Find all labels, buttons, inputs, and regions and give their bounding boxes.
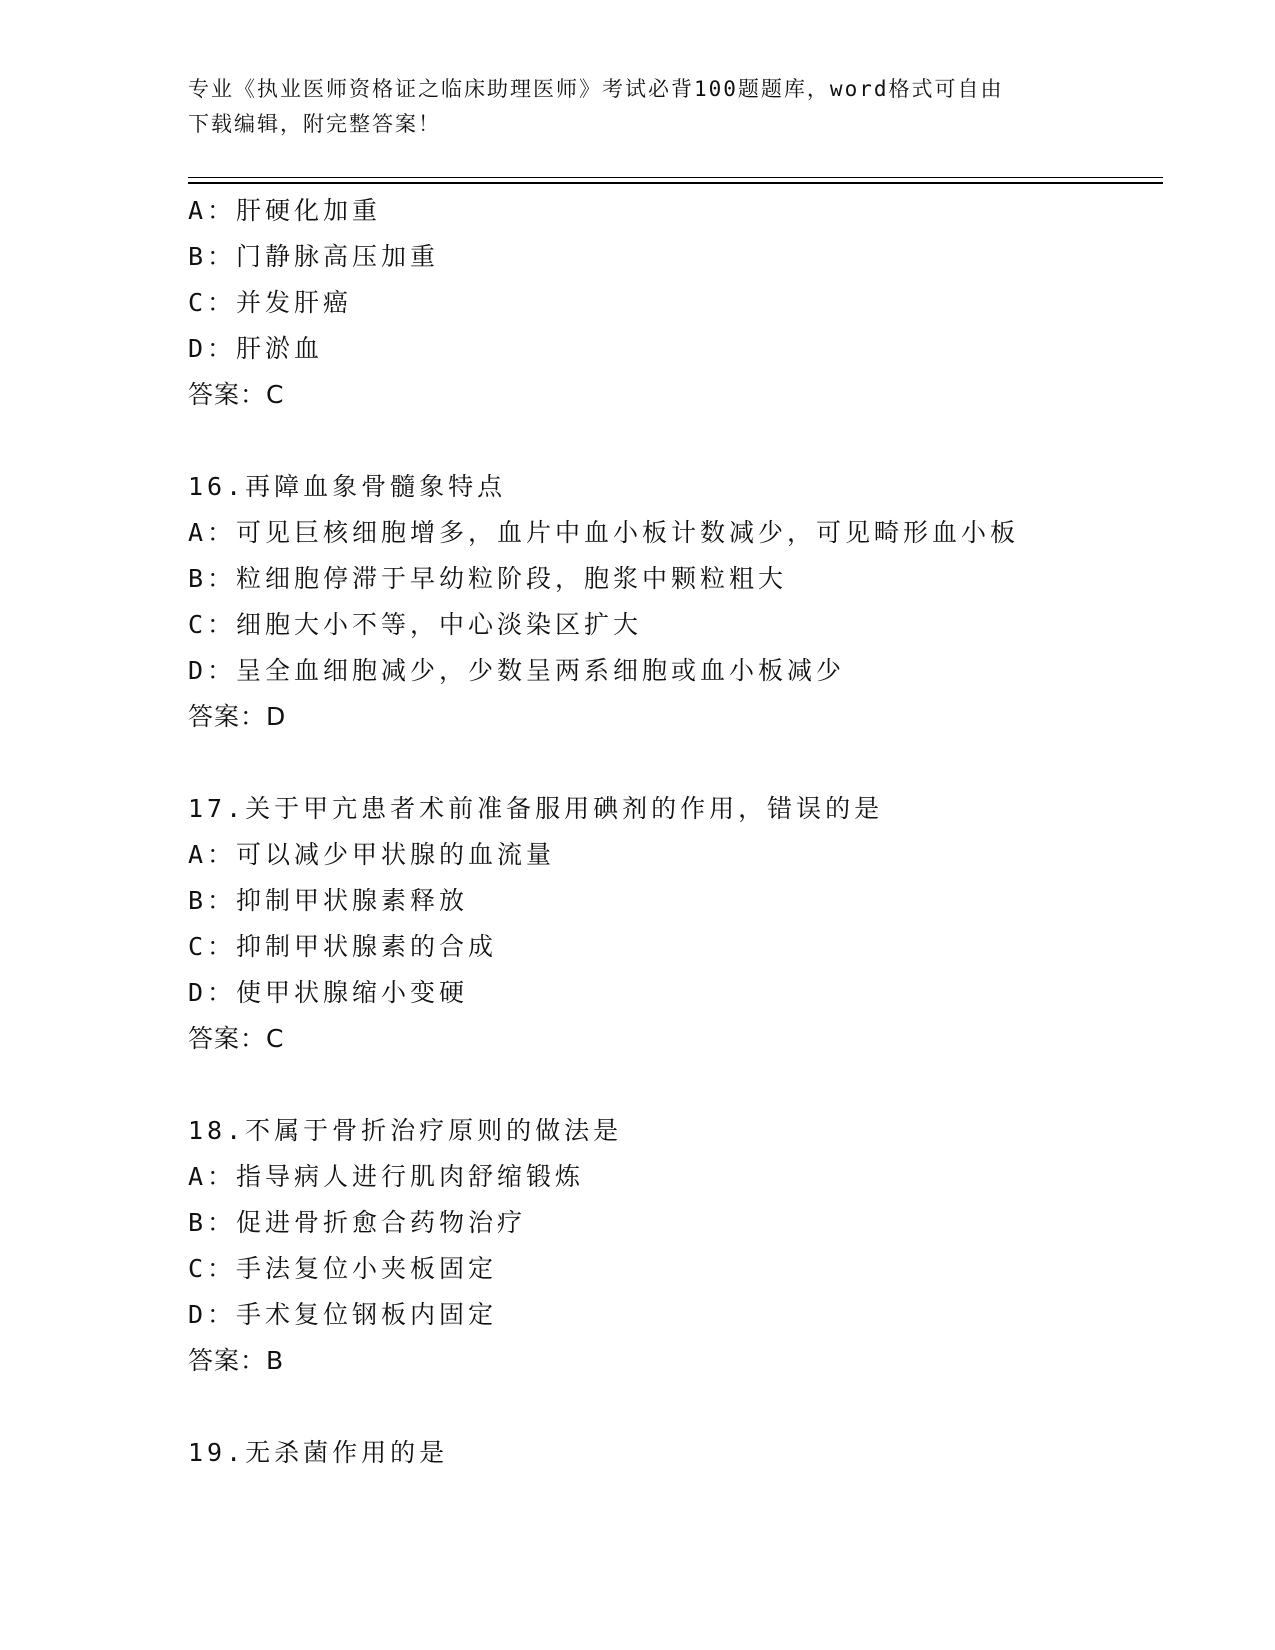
- option-a: A：肝硬化加重: [188, 196, 382, 225]
- spacer: [188, 740, 1163, 786]
- answer-line: 答案：B: [188, 1346, 285, 1375]
- spacer: [188, 1062, 1163, 1108]
- question-block-16: [188, 464, 1163, 740]
- header-divider-thin: [188, 177, 1163, 178]
- option-d: D：肝淤血: [188, 334, 324, 363]
- question-block-15-tail: [188, 188, 1163, 418]
- option-a: A：指导病人进行肌肉舒缩锻炼: [188, 1162, 585, 1191]
- option-b: B：抑制甲状腺素释放: [188, 886, 469, 915]
- question-list: [188, 188, 1163, 1476]
- question-text: 18.不属于骨折治疗原则的做法是: [188, 1116, 623, 1145]
- option-b: B：门静脉高压加重: [188, 242, 440, 271]
- spacer: [188, 1384, 1163, 1430]
- option-d: D：呈全血细胞减少，少数呈两系细胞或血小板减少: [188, 656, 846, 685]
- spacer: [188, 418, 1163, 464]
- question-text: 19.无杀菌作用的是: [188, 1438, 449, 1467]
- question-text: 17.关于甲亢患者术前准备服用碘剂的作用，错误的是: [188, 794, 884, 823]
- header-divider-thick: [188, 182, 1163, 184]
- option-b: B：粒细胞停滞于早幼粒阶段，胞浆中颗粒粗大: [188, 564, 788, 593]
- answer-line: 答案：C: [188, 1024, 285, 1053]
- question-block-18: [188, 1108, 1163, 1384]
- answer-line: 答案：D: [188, 702, 287, 731]
- question-text: 16.再障血象骨髓象特点: [188, 472, 507, 501]
- option-c: C：抑制甲状腺素的合成: [188, 932, 498, 961]
- option-a: A：可见巨核细胞增多，血片中血小板计数减少，可见畸形血小板: [188, 518, 1020, 547]
- option-d: D：手术复位钢板内固定: [188, 1300, 498, 1329]
- answer-line: 答案：C: [188, 380, 285, 409]
- option-c: C：细胞大小不等，中心淡染区扩大: [188, 610, 643, 639]
- option-c: C：手法复位小夹板固定: [188, 1254, 498, 1283]
- option-c: C：并发肝癌: [188, 288, 353, 317]
- option-d: D：使甲状腺缩小变硬: [188, 978, 469, 1007]
- question-block-19: [188, 1430, 1163, 1476]
- document-header: [188, 72, 1068, 142]
- question-block-17: [188, 786, 1163, 1062]
- header-line-1: 专业《执业医师资格证之临床助理医师》考试必背100题题库，word格式可自由: [188, 77, 1004, 101]
- option-a: A：可以减少甲状腺的血流量: [188, 840, 556, 869]
- header-line-2: 下载编辑，附完整答案！: [188, 112, 441, 136]
- option-b: B：促进骨折愈合药物治疗: [188, 1208, 527, 1237]
